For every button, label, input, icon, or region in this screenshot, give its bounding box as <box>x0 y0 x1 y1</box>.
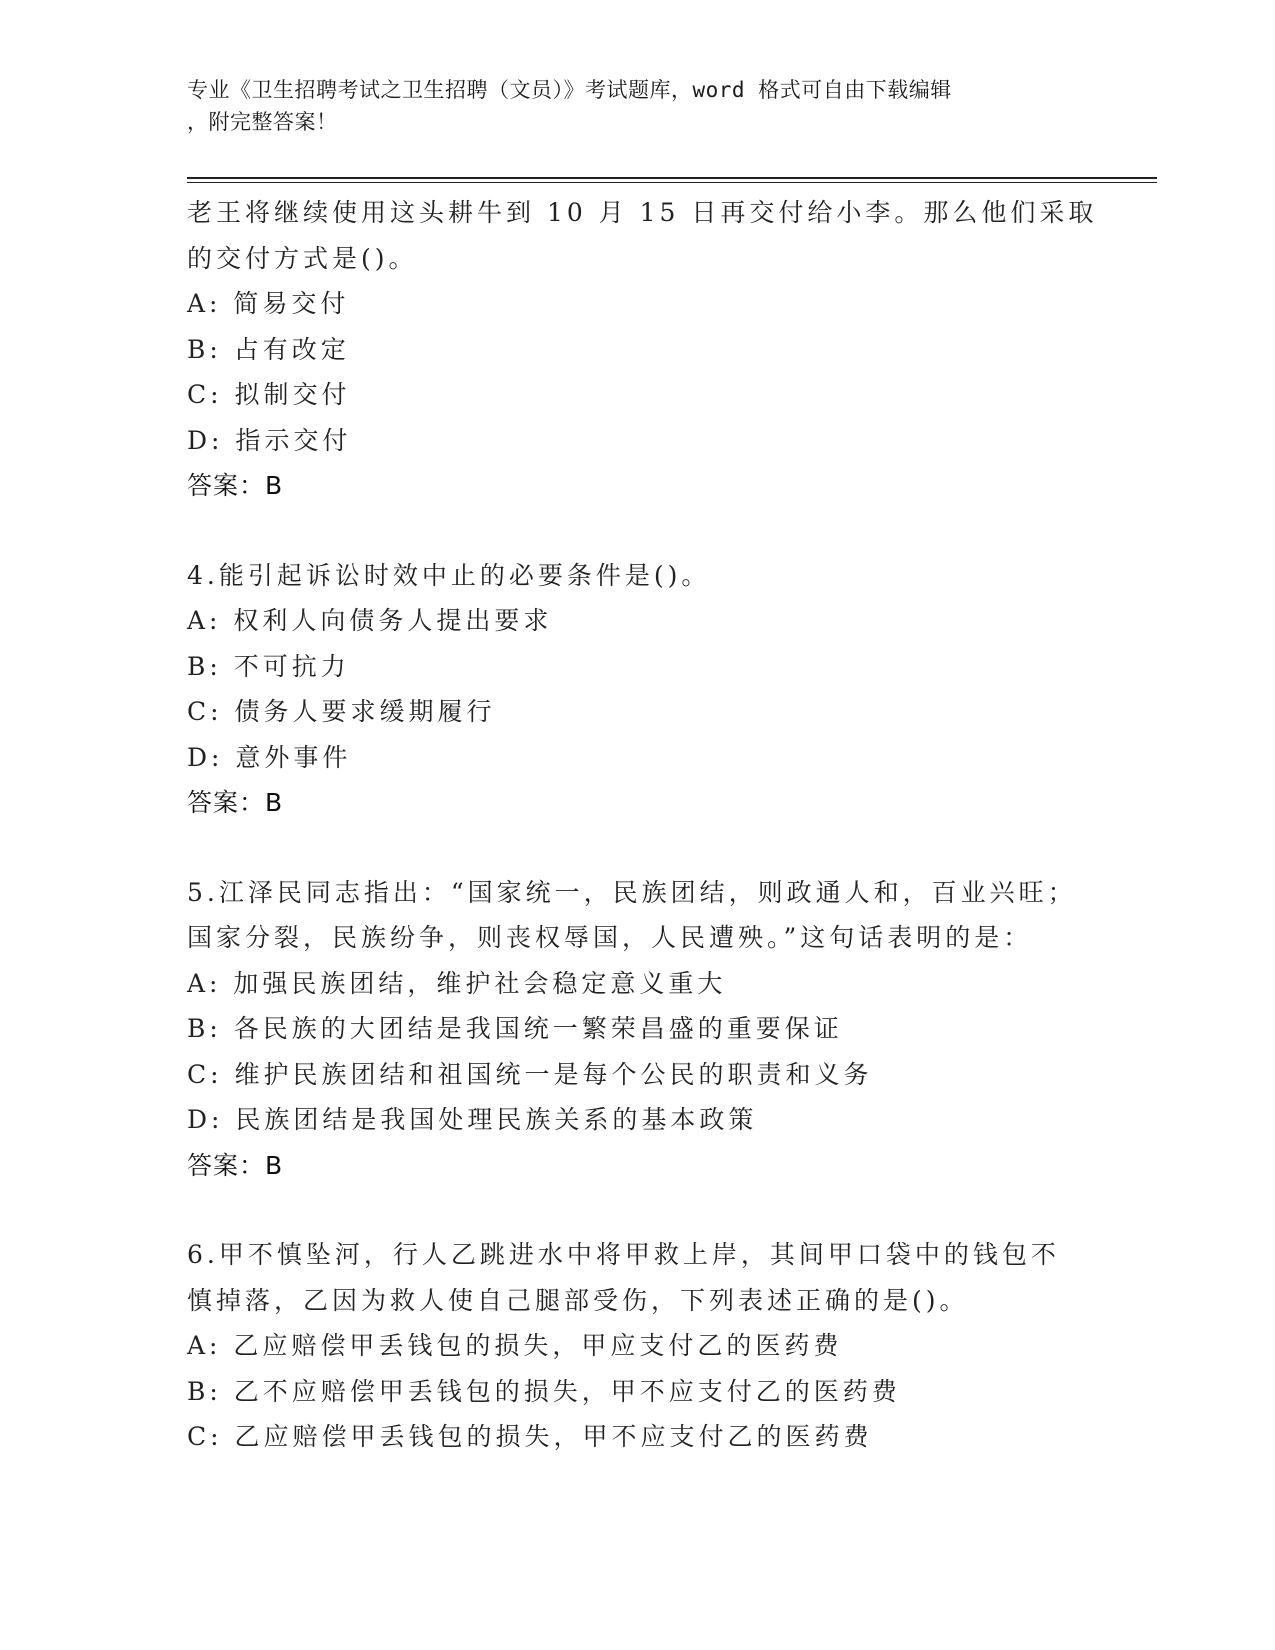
spacer <box>187 509 1087 553</box>
option-b: B: 乙不应赔偿甲丢钱包的损失，甲不应支付乙的医药费 <box>187 1376 901 1406</box>
answer-text: 答案：B <box>187 788 284 817</box>
spacer <box>187 1188 1087 1232</box>
question-stem-line: 的交付方式是()。 <box>187 243 418 273</box>
header-title-line-1: 专业《卫生招聘考试之卫生招聘（文员）》考试题库，word 格式可自由下载编辑 <box>187 78 952 102</box>
option-d: D: 指示交付 <box>187 425 352 455</box>
header-title-line-2: ，附完整答案！ <box>187 110 338 134</box>
option-a: A: 乙应赔偿甲丢钱包的损失，甲应支付乙的医药费 <box>187 1331 843 1360</box>
header-divider-thin <box>187 182 1157 183</box>
option-c: C: 拟制交付 <box>187 380 351 409</box>
question-3 <box>187 190 1098 509</box>
question-stem-line: 5.江泽民同志指出：“国家统一，民族团结，则政通人和，百业兴旺； <box>187 877 1077 907</box>
question-stem-line: 慎掉落，乙因为救人使自己腿部受伤，下列表述正确的是()。 <box>187 1285 969 1315</box>
header-divider-thick <box>187 177 1157 179</box>
question-list <box>187 190 1098 1460</box>
document-header <box>187 74 1067 138</box>
option-d: D: 意外事件 <box>187 742 352 772</box>
option-d: D: 民族团结是我国处理民族关系的基本政策 <box>187 1105 758 1134</box>
option-a: A: 权利人向债务人提出要求 <box>187 606 553 635</box>
option-b: B: 不可抗力 <box>187 651 350 681</box>
option-c: C: 维护民族团结和祖国统一是每个公民的职责和义务 <box>187 1059 873 1089</box>
question-stem-line: 老王将继续使用这头耕牛到 10 月 15 日再交付给小李。那么他们采取 <box>187 198 1098 227</box>
answer-text: 答案：B <box>187 471 284 500</box>
answer-text: 答案：B <box>187 1150 284 1180</box>
question-stem-line: 4.能引起诉讼时效中止的必要条件是()。 <box>187 560 711 590</box>
option-c: C: 债务人要求缓期履行 <box>187 697 496 726</box>
option-b: B: 各民族的大团结是我国统一繁荣昌盛的重要保证 <box>187 1014 843 1043</box>
option-c: C: 乙应赔偿甲丢钱包的损失，甲不应支付乙的医药费 <box>187 1422 873 1451</box>
question-stem-line: 6.甲不慎坠河，行人乙跳进水中将甲救上岸，其间甲口袋中的钱包不 <box>187 1240 1060 1269</box>
option-a: A: 简易交付 <box>187 289 350 318</box>
question-6 <box>187 1232 1087 1460</box>
question-4 <box>187 553 1087 826</box>
spacer <box>187 826 1087 870</box>
option-a: A: 加强民族团结，维护社会稳定意义重大 <box>187 968 727 998</box>
question-stem-line: 国家分裂，民族纷争，则丧权辱国，人民遭殃。”这句话表明的是： <box>187 923 1033 952</box>
question-5 <box>187 870 1087 1189</box>
option-b: B: 占有改定 <box>187 334 350 364</box>
